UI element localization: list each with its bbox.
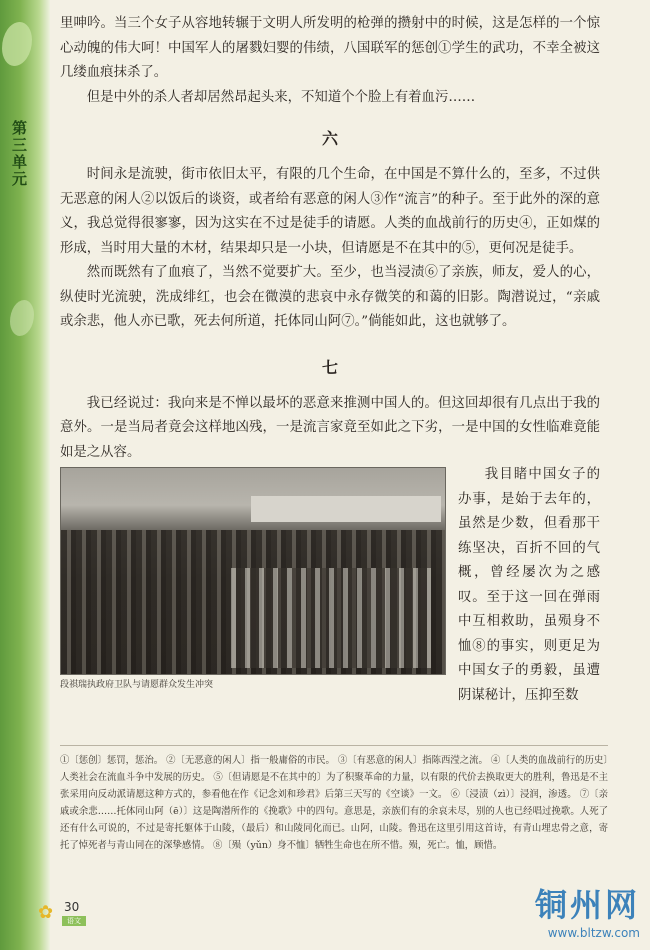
figure-block [60,467,600,703]
page-content [60,12,600,703]
paragraph: 我目睹中国女子的办事，是始于去年的，虽然是少数，但看那干练坚决，百折不回的气概，曾经屡次为之感叹。至于这一回在弹雨中互相救助，虽殒身不恤⑧的事实，则更足为中国女子的勇毅，虽遭阴谋秘计，压抑至数 [458,467,600,703]
footnotes [60,745,608,854]
page-number-badge [38,900,108,928]
unit-sidebar [0,0,50,950]
page-number: 30 [64,900,80,914]
paragraph: 里呻吟。当三个女子从容地转辗于文明人所发明的枪弹的攒射中的时候，这是怎样的一个惊心动魄的伟大呵！中国军人的屠戮妇婴的伟绩，八国联军的惩创①学生的武功，不幸全被这几缕血痕抹杀了。 [60,16,600,80]
historical-photo [60,467,446,675]
paragraph: 然而既然有了血痕了，当然不觉要扩大。至少，也当浸渍⑥了亲族，师友，爱人的心，纵使时光流驶，洗成绯红，也会在微漠的悲哀中永存微笑的和蔼的旧影。陶潜说过，“亲戚或余悲，他人亦已歌，死去何所道，托体同山阿⑦。”倘能如此，这也就够了。 [60,265,600,329]
watermark-url: www.bltzw.com [547,926,640,940]
unit-label: 第三单元 [10,120,28,188]
paragraph: 但是中外的杀人者却居然昂起头来，不知道个个脸上有着血污…… [86,89,476,105]
wrapped-text [458,463,600,708]
photo-building [251,496,441,522]
watermark-title: 铜州网 [534,886,640,924]
paragraph: 时间永是流驶，街市依旧太平，有限的几个生命，在中国是不算什么的，至多，不过供无恶意的闲人②以饭后的谈资，或者给有恶意的闲人③作“流言”的种子。至于此外的深的意义，我总觉得很寥寥，因为这实在不过是徒手的请愿。人类的血战前行的历史④，正如煤的形成，当时用大量的木材，结果却只是一小块，但请愿是不在其中的⑤，更何况是徒手。 [60,167,600,256]
paragraph: 我已经说过：我向来是不惮以最坏的恶意来推测中国人的。但这回却很有几点出于我的意外。一是当局者竟会这样地凶残，一是流言家竟至如此之下劣，一是中国的女性临难竟能如是之从容。 [60,395,600,460]
subject-label: 语文 [62,916,86,926]
leaf-decoration [2,22,32,66]
photo-guards [231,568,431,668]
photo-caption: 段祺瑞执政府卫队与请愿群众发生冲突 [60,680,214,690]
section-title: 七 [321,357,338,377]
flower-icon: ✿ [38,902,54,923]
section-title: 六 [321,129,338,148]
watermark [535,880,640,940]
leaf-decoration [10,300,34,336]
footnote-text: ①〔惩创〕惩罚，惩治。 ②〔无恶意的闲人〕指一般庸俗的市民。 ③〔有恶意的闲人〕指陈西滢之流。 ④〔人类的血战前行的历史〕人类社会在流血斗争中发展的历史。 ⑤〔但请愿是不在其中的〕为了积聚革命的力量，以有限的代价去换取更大的胜利，鲁迅是不主张采用向反动派请愿这种方式的，参看他在作《记念刘和珍君》后第三天写的《空谈》一文。 ⑥〔浸渍（zì）〕浸润，渗透。 ⑦〔亲戚或余悲……托体同山阿（ē）〕这是陶潜所作的《挽歌》中的四句。意思是，亲族们有的余哀未尽，别的人也已经唱过挽歌。人死了还有什么可说的，不过是寄托躯体于山陵，（最后）和山陵同化而已。山阿，山陵。鲁迅在这里引用这首诗，有青山埋忠骨之意，寄托了悼死者与青山同在的深挚感情。 ⑧〔殒（yǔn）身不恤〕牺牲生命也在所不惜。殒，死亡。恤，顾惜。 [60,755,609,851]
